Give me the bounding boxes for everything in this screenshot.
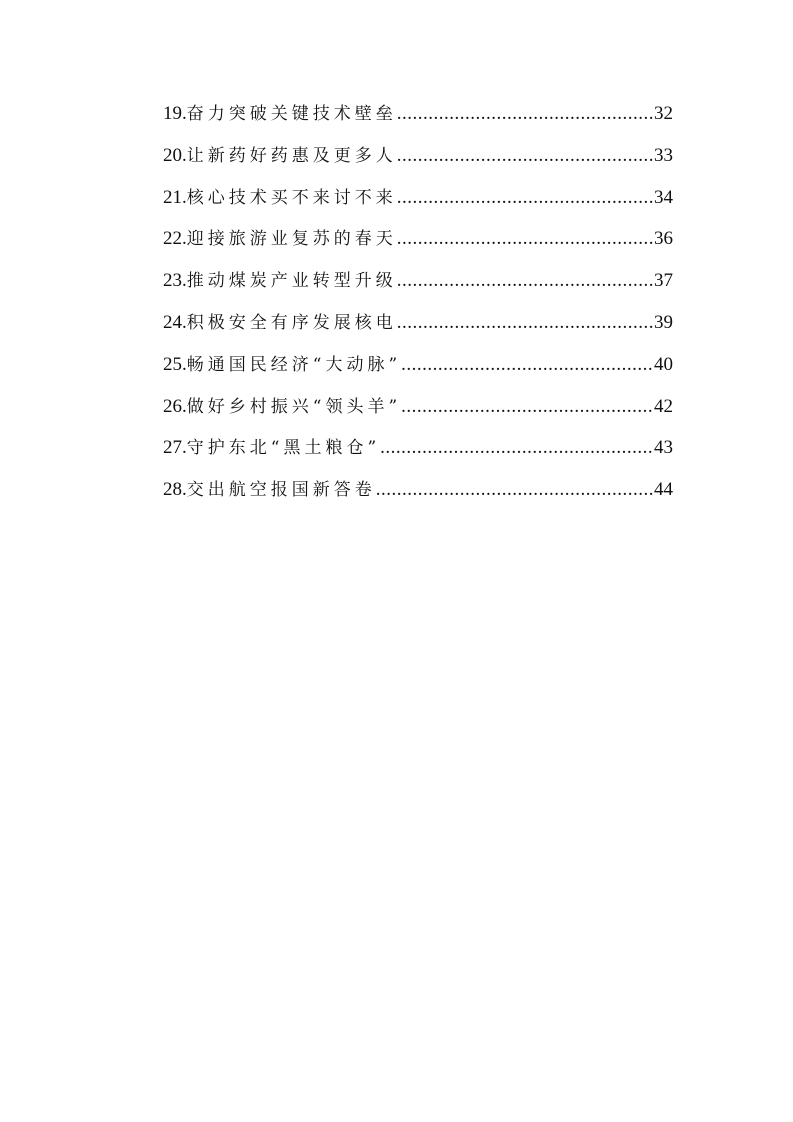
- toc-entry-22[interactable]: [163, 224, 673, 266]
- toc-entry-title: 推动煤炭产业转型升级: [186, 271, 397, 292]
- toc-entry-19[interactable]: [163, 99, 673, 141]
- toc-entry-page: 44: [654, 479, 673, 501]
- toc-entry-27[interactable]: [163, 433, 673, 475]
- dot-leader: [401, 396, 653, 418]
- toc-entry-number: 19.: [163, 103, 187, 124]
- toc-entry-24[interactable]: [163, 308, 673, 350]
- toc-entry-page: 37: [654, 270, 673, 292]
- dot-leader: [397, 187, 653, 209]
- toc-entry-page: 40: [654, 353, 673, 375]
- dot-leader: [401, 354, 653, 376]
- toc-entry-25[interactable]: [163, 350, 673, 392]
- toc-entry-20[interactable]: [163, 141, 673, 183]
- toc-entry-page: 34: [654, 186, 673, 208]
- toc-entry-title: 迎接旅游业复苏的春天: [186, 229, 397, 250]
- dot-leader: [397, 145, 653, 167]
- toc-entry-28[interactable]: [163, 475, 673, 517]
- table-of-contents: [163, 99, 673, 517]
- dot-leader: [380, 437, 653, 459]
- toc-entry-page: 36: [654, 228, 673, 250]
- toc-entry-23[interactable]: [163, 266, 673, 308]
- toc-entry-page: 43: [654, 437, 673, 459]
- toc-entry-number: 21.: [163, 186, 187, 208]
- toc-entry-number: 24.: [163, 311, 187, 333]
- toc-entry-number: 26.: [163, 395, 187, 417]
- toc-entry-title: 核心技术买不来讨不来: [186, 187, 397, 208]
- toc-entry-number: 25.: [163, 353, 187, 375]
- dot-leader: [397, 103, 653, 125]
- toc-entry-title: 积极安全有序发展核电: [186, 312, 397, 333]
- toc-entry-title: 交出航空报国新答卷: [186, 480, 376, 501]
- toc-entry-number: 28.: [163, 479, 187, 501]
- toc-entry-page: 32: [654, 103, 673, 124]
- toc-entry-number: 22.: [163, 228, 187, 250]
- dot-leader: [397, 228, 653, 250]
- toc-entry-number: 20.: [163, 144, 187, 166]
- toc-entry-26[interactable]: [163, 392, 673, 434]
- toc-entry-title: 做好乡村振兴“领头羊”: [186, 396, 402, 417]
- toc-entry-21[interactable]: [163, 183, 673, 225]
- toc-entry-number: 23.: [163, 270, 187, 292]
- toc-entry-title: 让新药好药惠及更多人: [186, 145, 397, 166]
- dot-leader: [376, 479, 653, 501]
- toc-entry-title: 奋力突破关键技术壁垒: [186, 104, 397, 124]
- toc-entry-number: 27.: [163, 437, 187, 459]
- dot-leader: [397, 270, 653, 292]
- toc-entry-title: 守护东北“黑土粮仓”: [186, 438, 381, 459]
- toc-entry-page: 39: [654, 311, 673, 333]
- toc-entry-page: 42: [654, 395, 673, 417]
- toc-entry-title: 畅通国民经济“大动脉”: [186, 354, 402, 375]
- dot-leader: [397, 312, 653, 334]
- toc-entry-page: 33: [654, 144, 673, 166]
